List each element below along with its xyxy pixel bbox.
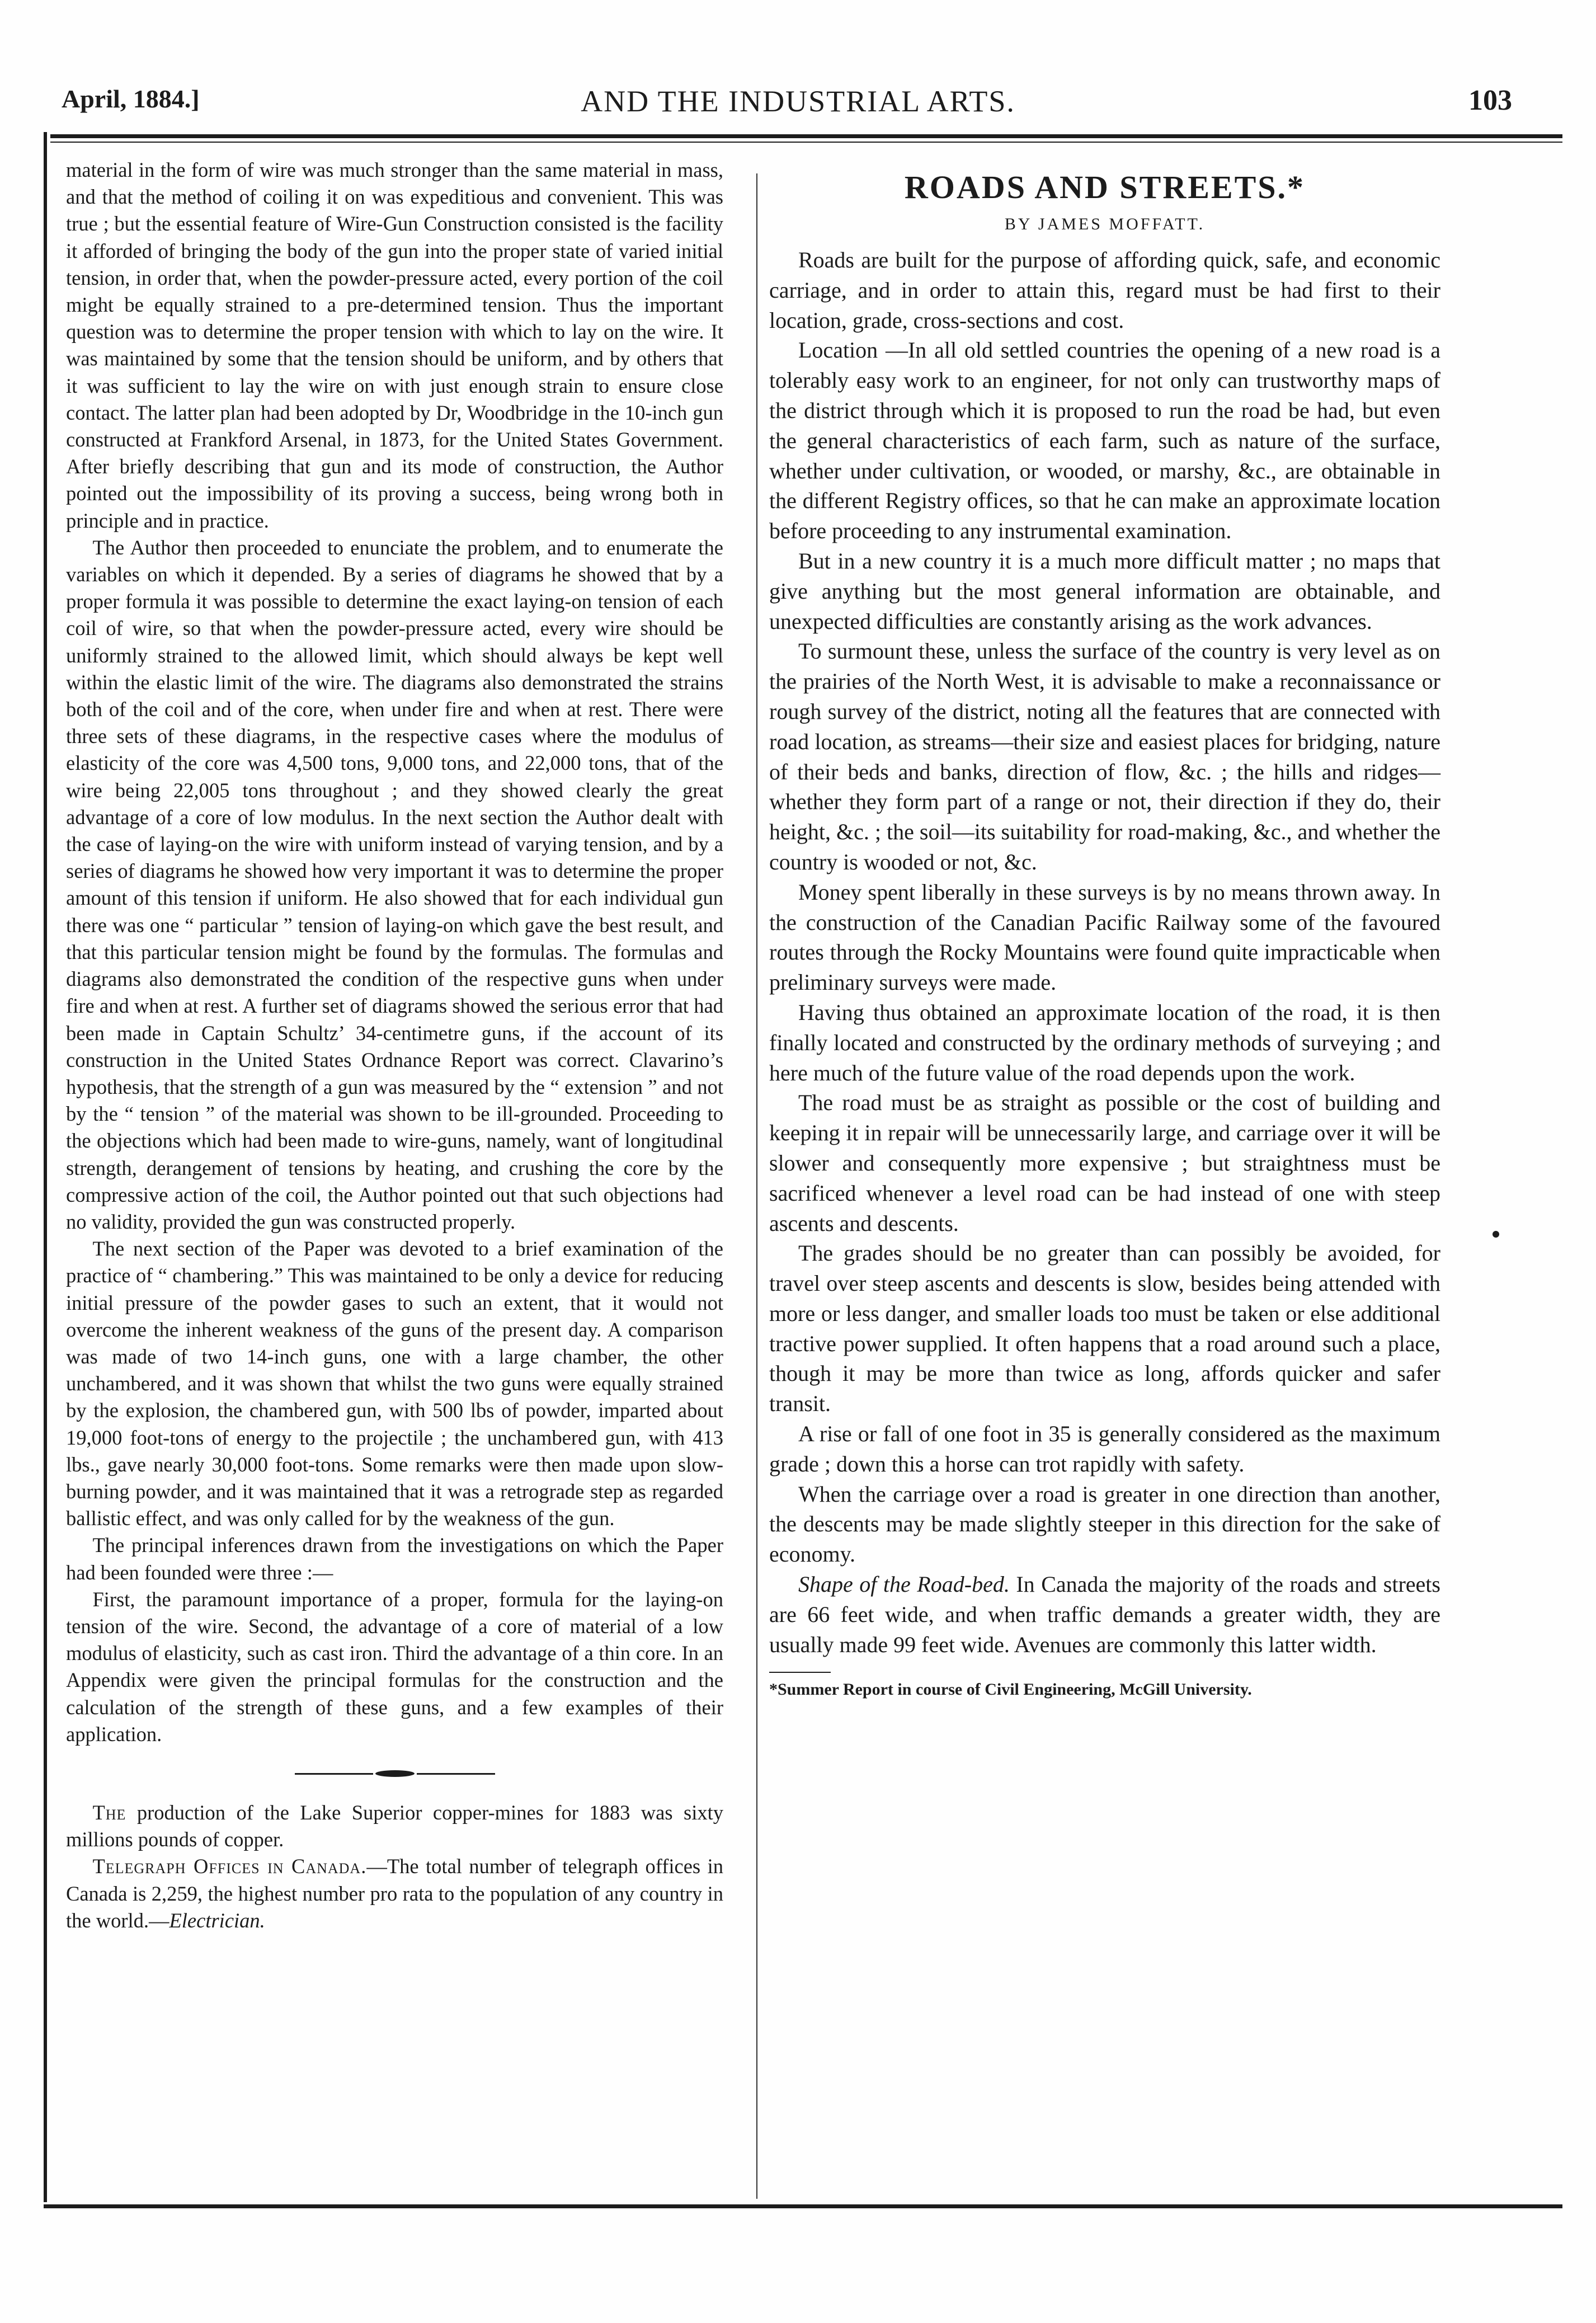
article-title: ROADS AND STREETS.* — [904, 169, 1306, 205]
roads-paragraph-4: To surmount these, unless the surface of the country is very level as on the prairies of the North West, it is advisable to make a reconnaissance or rough survey of the district, noting all the features that are connected with road location, as streams—their size and easiest places for bridging, nature of their beds and banks, direction of flow, &c. ; the hills and ridges—whether they form part of a range or not, their direction if they do, their height, &c. ; the soil—its suitability for road-making, &c., and whether the country is wooded or not, &c. — [769, 638, 1440, 874]
journal-title: AND THE INDUSTRIAL ARTS. — [581, 84, 1015, 118]
road-bed-text: In Canada the majority of the roads and streets are 66 feet wide, and when traffic demands a greater width, they are usually made 99 feet wide. Avenues are commonly this latter width. — [769, 1572, 1440, 1657]
roads-paragraph-8: The grades should be no greater than can possibly be avoided, for travel over steep ascents and descents is slow, besides being attended with more or less danger, and smaller loads too must be taken or else additional tractive power supplied. It often happens that a road around such a place, though it may be more than twice as long, affords quicker and safer transit. — [769, 1240, 1440, 1417]
roads-paragraph-6: Having thus obtained an approximate location of the road, it is then finally located and constructed by the ordinary methods of surveying ; and here much of the future value of the road depends upon the work. — [769, 999, 1440, 1085]
header-rule-thin — [50, 142, 1562, 143]
left-column — [66, 157, 723, 1934]
footnote: *Summer Report in course of Civil Engineering, McGill University. — [769, 1680, 1252, 1699]
roads-paragraph-7: The road must be as straight as possible or the cost of building and keeping it in repair will be unnecessarily large, and carriage over it will be slower and consequently more expensive ; but straightness must be sacrificed whenever a level road can be had instead of one with steep ascents and descents. — [769, 1090, 1440, 1236]
running-head — [56, 84, 1540, 129]
wire-gun-paragraph-2: The Author then proceeded to enunciate the problem, and to enumerate the variables on which it depended. By a series of diagrams he showed that by a proper formula it was possible to determine the exact laying-on tension of each coil of wire, so that when the powder-pressure acted, every wire should be uniformly strained to the allowed limit, which should always be kept well within the elastic limit of the wire. The diagrams also demonstrated the strains both of the coil and of the core, when under fire and when at rest. There were three sets of these diagrams, in the respective cases where the modulus of elasticity of the core was 4,500 tons, 9,000 tons, and 22,000 tons, that of the wire being 22,005 tons throughout ; and they showed clearly the great advantage of a core of low modulus. In the next section the Author dealt with the case of laying-on the wire with uniform instead of varying tension, and by a series of diagrams he showed how very important it was to determine the proper amount of this tension if uniform. He also showed that for each individual gun there was one “ particular ” tension of laying-on which gave the best result, and that this particular tension might be found by the formulas. The formulas and diagrams also demonstrated the condition of the respective guns when under fire and when at rest. A further set of diagrams showed the serious error that had been made in Captain Schultz’ 34-centimetre guns, if the account of its construction in the United States Ordnance Report was correct. Clavarino’s hypothesis, that the strength of a gun was measured by the “ extension ” and not by the “ tension ” of the material was shown to be ill-grounded. Proceeding to the objections which had been made to wire-guns, namely, want of longitudinal strength, derangement of tensions by heating, and crushing the core by the compressive action of the coil, the Author pointed out that such objections had no validity, provided the gun was constructed properly. — [66, 535, 723, 1233]
article-byline: BY JAMES MOFFATT. — [1004, 215, 1206, 233]
roads-paragraph-3: But in a new country it is a much more difficult matter ; no maps that give anything but the most general information are obtainable, and unexpected difficulties are constantly arising as the work advances. — [769, 548, 1440, 634]
copper-note — [66, 1799, 723, 1853]
bottom-border-rule — [44, 2204, 1562, 2208]
telegraph-note-lead: Telegraph Offices in Canada. — [92, 1855, 367, 1878]
left-border-rule — [44, 132, 47, 2202]
copper-note-lead: The — [92, 1800, 126, 1824]
wire-gun-paragraph-1: material in the form of wire was much stronger than the same material in mass, and that the method of coiling it on was expeditious and convenient. This was true ; but the essential feature of Wire-Gun Construction consisted is the facility it afforded of bringing the body of the gun into the proper state of varied initial tension, in order that, when the powder-pressure acted, every portion of the coil might be equally strained to a pre-determined tension. Thus the important question was to determine the proper tension with which to lay on the wire. It was maintained by some that the tension should be uniform, and by others that it was sufficient to lay the wire on with just enough strain to ensure close contact. The latter plan had been adopted by Dr, Woodbridge in the 10-inch gun constructed at Frankford Arsenal, in 1873, for the United States Government. After briefly describing that gun and its mode of construction, the Author pointed out the impossibility of its proving a success, being wrong both in principle and in practice. — [66, 158, 723, 532]
copper-note-text: production of the Lake Superior copper-mines for 1883 was sixty millions pounds of copper. — [66, 1800, 723, 1851]
issue-date: April, 1884.] — [62, 84, 200, 113]
roads-paragraph-1: Roads are built for the purpose of affording quick, safe, and economic carriage, and in order to attain this, regard must be had first to their location, grade, cross-sections and cost. — [769, 247, 1440, 333]
road-bed-paragraph — [769, 1569, 1440, 1659]
roads-paragraph-10: When the carriage over a road is greater in one direction than another, the descents may be made slightly steeper in this direction for the sake of economy. — [769, 1481, 1440, 1567]
roads-paragraph-5: Money spent liberally in these surveys is by no means thrown away. In the construction of the Canadian Pacific Railway some of the favoured routes through the Rocky Mountains were found quite impracticable when preliminary surveys were made. — [769, 879, 1440, 995]
wire-gun-paragraph-4: The principal inferences drawn from the investigations on which the Paper had been founded were three :— — [66, 1534, 723, 1584]
telegraph-note-text: —The total number of telegraph offices in Canada is 2,259, the highest number pro rata to the population of any country in the world.— — [66, 1855, 723, 1932]
roads-paragraph-2: Location —In all old settled countries the opening of a new road is a tolerably easy work to an engineer, for not only can trustworthy maps of the district through which it is proposed to run the road be had, but even the general characteristics of each farm, such as nature of the surface, whether under cultivation, or wooded, or marshy, &c., are obtainable in the different Registry offices, so that he can make an approximate location before proceeding to any instrumental examination. — [769, 337, 1440, 544]
telegraph-note — [66, 1853, 723, 1934]
ink-speck — [1493, 1231, 1499, 1238]
column-divider — [756, 173, 757, 2199]
wire-gun-paragraph-5: First, the paramount importance of a proper, formula for the laying-on tension of the wire. Second, the advantage of a core of material of a low modulus of elasticity, such as cast iron. Third the advantage of a thin core. In an Appendix were given the principal formulas for the construction and the calculation of the strength of these guns, and a few examples of their application. — [66, 1587, 723, 1746]
roads-paragraph-9: A rise or fall of one foot in 35 is generally considered as the maximum grade ; down this a horse can trot rapidly with safety. — [769, 1421, 1440, 1476]
road-bed-heading: Shape of the Road-bed. — [798, 1572, 1010, 1597]
page-number: 103 — [1468, 84, 1512, 116]
footnote-rule — [769, 1672, 831, 1673]
telegraph-note-source: Electrician. — [169, 1908, 265, 1932]
header-rule — [50, 134, 1562, 138]
right-column — [769, 168, 1440, 1701]
section-ornament — [66, 1761, 723, 1784]
wire-gun-paragraph-3: The next section of the Paper was devoted to a brief examination of the practice of “ chambering.” This was maintained to be only a device for reducing initial pressure of the powder gases to such an extent, that it would not overcome the inherent weakness of the guns of the present day. A comparison was made of two 14-inch guns, one with a large chamber, the other unchambered, and it was shown that whilst the two guns were equally strained by the explosion, the chambered gun, with 500 lbs of powder, imparted about 19,000 foot-tons of energy to the projectile ; the unchambered gun, with 413 lbs., gave nearly 30,000 foot-tons. Some remarks were then made upon slow-burning powder, and it was maintained that it was a retrograde step as regarded ballistic effect, and was only called for by the weakness of the gun. — [66, 1237, 723, 1530]
